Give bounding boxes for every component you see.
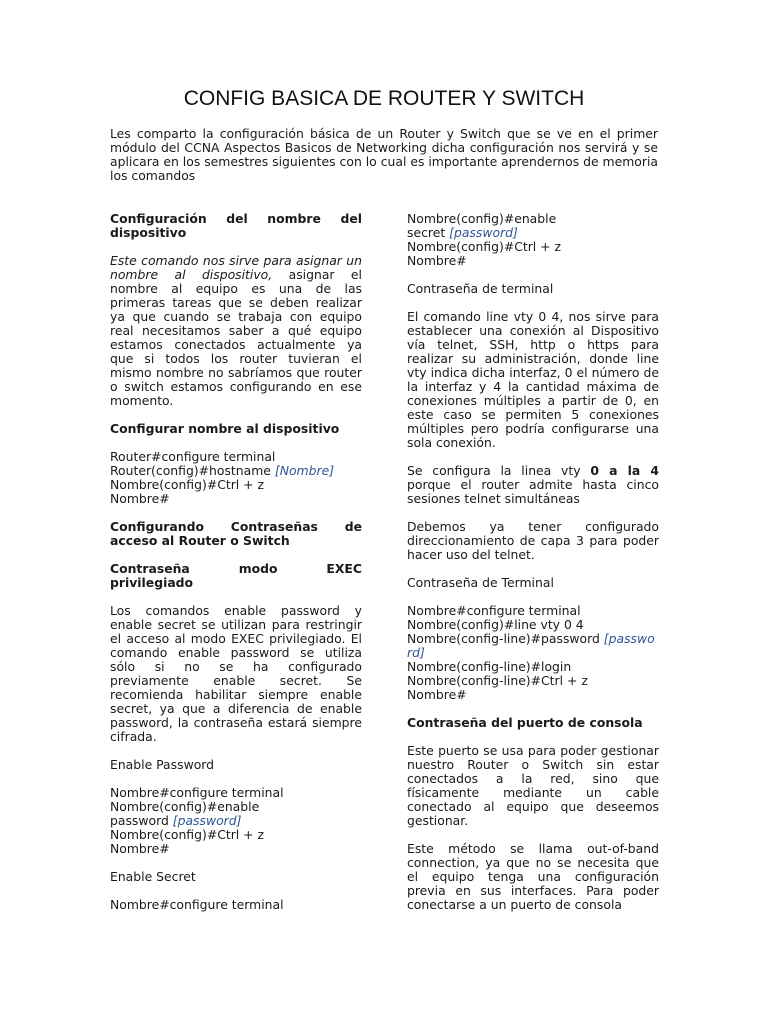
command-line: Nombre#configure terminal	[110, 897, 284, 912]
enable-secret-commands-cont	[407, 212, 659, 268]
heading-contrasenas: Configurando Contraseñas de acceso al Router o Switch	[110, 519, 362, 548]
command-line: secret [password]	[407, 225, 518, 240]
heading-consola: Contraseña del puerto de consola	[407, 715, 643, 730]
vty-range-bold: 0 a la 4	[590, 463, 660, 478]
enable-secret-commands	[110, 898, 362, 912]
command-line: Nombre(config)#Ctrl + z	[110, 477, 265, 492]
placeholder-nombre: [Nombre]	[274, 463, 335, 478]
placeholder-password: [password]	[172, 813, 242, 828]
command-line: password [password]	[110, 813, 242, 828]
command-line: Nombre(config-line)#Ctrl + z	[407, 673, 588, 688]
exec-paragraph: Los comandos enable password y enable secret se utilizan para restringir el acceso al modo EXEC privilegiado. El comando enable password se utiliza sólo si no se ha configurado previamente enable secret. Se recomienda habilitar siempre enable secret, ya que a diferencia de enable password, la contraseña estará siempre cifrada.	[110, 603, 362, 744]
hostname-commands	[110, 450, 362, 506]
command-line: Nombre#	[110, 841, 170, 856]
label-contrasena-terminal-2: Contraseña de Terminal	[407, 575, 554, 590]
command-line: Nombre(config-line)#login	[407, 659, 572, 674]
terminal-commands	[407, 604, 659, 702]
command-line: Router(config)#hostname [Nombre]	[110, 463, 335, 478]
vty-sessions-paragraph: Se configura la linea vty 0 a la 4 porque el router admite hasta cinco sesiones telnet simultáneas	[407, 463, 660, 506]
command-line: Nombre#	[110, 491, 170, 506]
command-line: Nombre#configure terminal	[110, 785, 284, 800]
left-column	[110, 212, 362, 926]
command-line: Nombre(config-line)#password [password]	[407, 631, 655, 660]
page-title: CONFIG BASICA DE ROUTER Y SWITCH	[183, 87, 585, 110]
label-enable-secret: Enable Secret	[110, 869, 196, 884]
label-contrasena-terminal: Contraseña de terminal	[407, 281, 554, 296]
heading-exec: Contraseña modo EXEC privilegiado	[110, 561, 362, 590]
right-column	[407, 212, 659, 926]
enable-password-commands	[110, 786, 362, 856]
intro-paragraph: Les comparto la configuración básica de un Router y Switch que se ve en el primer módulo del CCNA Aspectos Basicos de Networking dicha configuración nos servirá y se aplicara en los semestres siguientes con lo cual es importante aprendernos de memoria los comandos	[110, 126, 658, 183]
consola-paragraph: Este puerto se usa para poder gestionar nuestro Router o Switch sin estar conectados a la red, sino que físicamente mediante un cable conectado al equipo que deseemos gestionar.	[407, 743, 659, 828]
command-line: Nombre(config)#enable	[110, 799, 260, 814]
command-line: Nombre#	[407, 253, 467, 268]
command-line: Nombre(config)#Ctrl + z	[110, 827, 265, 842]
nombre-description	[110, 254, 362, 408]
capa3-paragraph: Debemos ya tener configurado direccionamiento de capa 3 para poder hacer uso del telnet.	[407, 519, 659, 562]
command-line: Nombre(config)#enable	[407, 211, 557, 226]
command-line: Router#configure terminal	[110, 449, 276, 464]
nombre-description-rest: asignar el nombre al equipo es una de las primeras tareas que se deben realizar ya que cuando se trabaja con equipo real necesitamos saber a qué equipo estamos conectados actualmente ya que si todos los router tuvieran el mismo nombre no sabríamos que router o switch estamos configurando en ese momento.	[110, 267, 363, 408]
command-line: Nombre(config)#Ctrl + z	[407, 239, 562, 254]
out-of-band-paragraph: Este método se llama out-of-band connection, ya que no se necesita que el equipo tenga una configuración previa en sus interfaces. Para poder conectarse a un puerto de consola	[407, 841, 659, 912]
label-enable-password: Enable Password	[110, 757, 215, 772]
command-line: Nombre#	[407, 687, 467, 702]
heading-config-nombre: Configuración del nombre del dispositivo	[110, 211, 362, 240]
nombre-description-italic: Este comando nos sirve para asignar un nombre al dispositivo,	[110, 253, 362, 282]
placeholder-password: [password]	[407, 631, 655, 660]
command-line: Nombre#configure terminal	[407, 603, 581, 618]
placeholder-password: [password]	[449, 225, 518, 240]
heading-configurar-nombre: Configurar nombre al dispositivo	[110, 421, 340, 436]
command-line: Nombre(config)#line vty 0 4	[407, 617, 584, 632]
vty-paragraph: El comando line vty 0 4, nos sirve para establecer una conexión al Dispositivo vía telnet, SSH, http o https para realizar su administración, donde line vty indica dicha interfaz, 0 el número de la interfaz y 4 la cantidad máxima de conexiones múltiples a partir de 0, en este caso se permiten 5 conexiones múltiples pero podría configurarse una sola conexión.	[407, 309, 659, 450]
